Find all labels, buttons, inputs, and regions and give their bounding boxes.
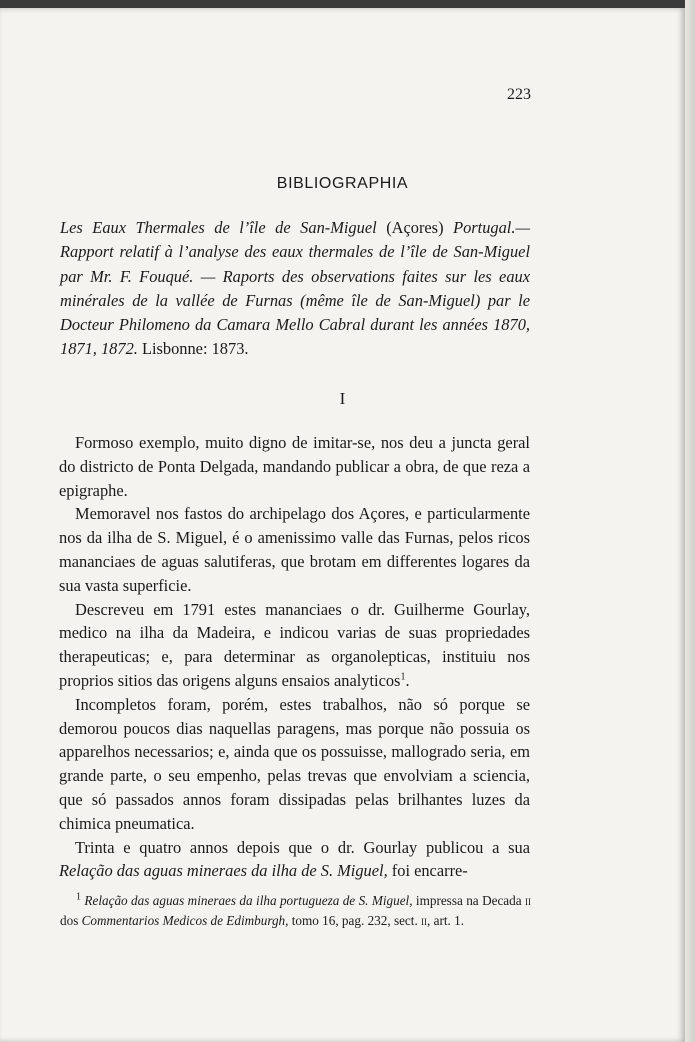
footnote-part-1: impressa na Decada [412, 893, 526, 908]
footnote-part-3: tomo 16, pag. 232, sect. [288, 913, 422, 928]
citation-imprint: Lisbonne: 1873. [137, 339, 249, 359]
bibliographic-citation [60, 216, 530, 362]
section-numeral: I [339, 389, 346, 408]
paragraph-4: Incompletos foram, porém, estes trabalhos, não só porque se demorou poucos dias naquellas paragens, mas porque não possuia os apparelhos necessarios; e, ainda que os possuisse, mallogrado seria, em grande parte, o seu empenho, pelas trevas que envolviam a sciencia, que só passados annos foram dissipadas pelas brilhantes luzes da chimica pneumatica. [59, 694, 530, 833]
footnote-part-4: , art. 1. [427, 913, 465, 928]
paragraph-5 [59, 836, 530, 884]
paragraph-2: Memoravel nos fastos do archipelago dos Açores, e particularmente nos da ilha de S. Miguel, é o amenissimo valle das Furnas, pelos ricos mananciaes de aguas salutiferas, que brotam em differentes logares da sua vasta superficie. [59, 504, 530, 595]
footnote-text [60, 891, 531, 931]
citation-region: (Açores) [376, 218, 454, 237]
paragraph-5-end: foi encarre- [387, 861, 468, 881]
paragraph-3-end: . [405, 670, 410, 690]
paragraph-3 [59, 598, 530, 693]
footnote [60, 891, 531, 931]
page-number: 223 [507, 86, 531, 103]
paragraph-1: Formoso exemplo, muito digno de imitar-se, nos deu a juncta geral do districto de Ponta Delgada, mandando publicar a obra, de que reza a epigraphe. [59, 433, 530, 500]
citation-title: Les Eaux Thermales de l’île de San-Miguel [60, 218, 377, 237]
paragraph-5-start: Trinta e quatro annos depois que o dr. Gourlay publicou a sua [75, 837, 530, 857]
footnote-reference: 1 [400, 671, 406, 683]
section-heading: BIBLIOGRAPHIA [276, 175, 409, 192]
footnote-marker: 1 [76, 891, 81, 903]
paragraph-3-text: Descreveu em 1791 estes mananciaes o dr. Guilherme Gourlay, medico na ilha da Madeira, e indicou varias de suas propriedades therapeuticas; e, para determinar as organolepticas, instituiu nos proprios sitios das origens alguns ensaios analyticos [59, 599, 530, 690]
body-text [59, 431, 530, 883]
footnote-roman-1: ii [525, 893, 532, 908]
book-page [0, 8, 685, 1042]
footnote-journal: Commentarios Medicos de Edimburgh, [81, 913, 289, 928]
footnote-title: Relação das aguas mineraes da ilha portugueza de S. Miguel, [84, 893, 413, 908]
footnote-roman-2: ii [421, 913, 428, 928]
page-edge [685, 0, 695, 1042]
citation-details: Portugal.— Rapport relatif à l’analyse des eaux thermales de l’île de San-Miguel par Mr. F. Fouqué. — Raports des observations faites sur les eaux minérales de la vallée de Furnas (même île de San-Miguel) par le Docteur Philomeno da Camara Mello Cabral durant les années 1870, 1871, 1872. [60, 218, 531, 359]
footnote-part-2: dos [60, 913, 82, 928]
paragraph-5-title: Relação das aguas mineraes da ilha de S. Miguel, [59, 861, 388, 881]
